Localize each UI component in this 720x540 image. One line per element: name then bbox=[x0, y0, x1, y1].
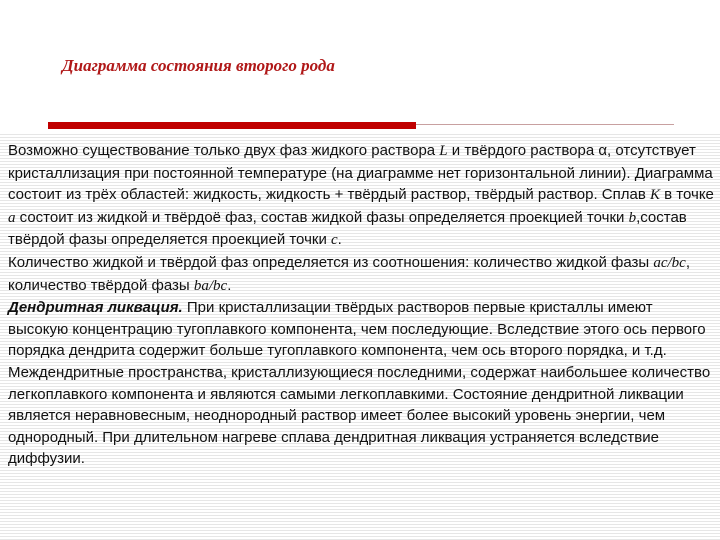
body-text bbox=[8, 140, 716, 470]
text-segment: в точке bbox=[659, 186, 714, 204]
text-segment: ,состав твёрдой фазы определяется проекцией точки bbox=[8, 208, 687, 249]
symbol-a: a bbox=[8, 209, 16, 226]
title-accent-bar bbox=[48, 122, 416, 129]
ratio-ba-bc: ba/bc bbox=[193, 277, 228, 294]
text-segment: и твёрдого раствора bbox=[447, 142, 599, 159]
section-heading: Дендритная ликвация. bbox=[8, 299, 183, 317]
text-segment: . bbox=[337, 231, 342, 249]
slide-title: Диаграмма состояния второго рода bbox=[62, 56, 335, 75]
text-segment: . bbox=[227, 276, 232, 294]
symbol-L: L bbox=[439, 143, 448, 159]
title-accent-line bbox=[416, 124, 674, 125]
paragraph-dendritic-segregation bbox=[8, 297, 716, 470]
symbol-K: K bbox=[649, 187, 660, 204]
text-segment: состоит из жидкой и твёрдоё фаз, состав жидкой фазы определяется проекцией точки bbox=[15, 208, 629, 226]
text-segment: , количество твёрдой фазы bbox=[8, 253, 690, 294]
text-segment: , отсутствует кристаллизация при постоянной температуре (на диаграмме нет горизонтальной линии). Диаграмма состоит из трёх областей: жидкость, жидкость + твёрдый раствор, твёрдый раствор. Сплав bbox=[8, 142, 713, 204]
text-segment: При кристаллизации твёрдых растворов первые кристаллы имеют высокую концентрацию тугоплавкого компонента, чем последующие. Вследствие этого ось первого порядка дендрита содержит больше тугоплавкого компонента, чем ось второго порядка, и т.д. Междендритные пространства, кристаллизующиеся последними, содержат наибольшее количество легкоплавкого компонента и являются самыми легкоплавкими. Состояние дендритной ликвации является неравновесным, неоднородный раствор имеет более высокий уровень энергии, чем однородный. При длительном нагреве сплава дендритная ликвация устраняется вследствие диффузии. bbox=[8, 299, 711, 468]
paragraph-phase-diagram bbox=[8, 140, 716, 252]
symbol-c: c bbox=[331, 232, 338, 249]
symbol-b: b bbox=[628, 209, 637, 226]
ratio-ac-bc: ac/bc bbox=[653, 254, 686, 271]
symbol-alpha: α bbox=[598, 142, 608, 159]
text-segment: Возможно существование только двух фаз жидкого раствора bbox=[8, 142, 440, 159]
paragraph-phase-ratio bbox=[8, 252, 716, 297]
text-segment: Количество жидкой и твёрдой фаз определяется из соотношения: количество жидкой фазы bbox=[8, 253, 654, 271]
content-area bbox=[0, 132, 720, 540]
